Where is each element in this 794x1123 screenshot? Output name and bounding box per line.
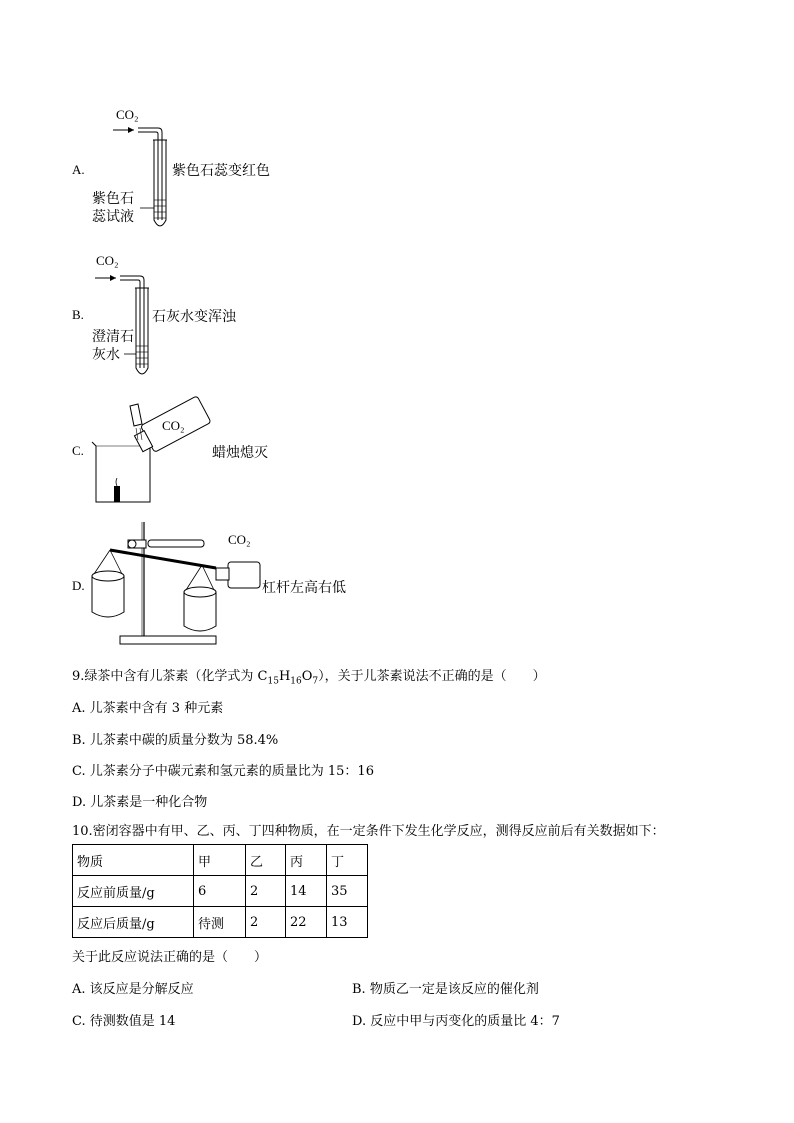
option-b-letter: B. xyxy=(72,307,84,322)
option-b-gas-label: CO₂ xyxy=(96,253,119,268)
table-header-cell: 丙 xyxy=(286,845,327,876)
q9-stem-prefix: 9.绿茶中含有儿茶素（化学式为 C xyxy=(72,669,268,684)
q9-sub-h: 16 xyxy=(290,676,302,687)
option-b-reagent-line1: 澄清石 xyxy=(92,329,134,345)
option-c-result: 蜡烛熄灭 xyxy=(212,445,268,461)
option-c-gas-label: CO₂ xyxy=(162,418,185,433)
table-header-cell: 物质 xyxy=(73,845,194,876)
option-a-gas-label: CO₂ xyxy=(116,107,139,122)
table-cell: 13 xyxy=(327,907,368,938)
table-cell: 35 xyxy=(327,876,368,907)
option-a-reagent-line2: 蕊试液 xyxy=(92,209,134,225)
table-cell: 14 xyxy=(286,876,327,907)
q9-sub-o: 7 xyxy=(312,676,319,687)
q9-option-d[interactable]: D. 儿茶素是一种化合物 xyxy=(72,795,208,810)
table-cell: 反应前质量/g xyxy=(73,876,194,907)
table-cell: 22 xyxy=(286,907,327,938)
q10-option-c[interactable]: C. 待测数值是 14 xyxy=(72,1014,176,1029)
q9-option-c[interactable]: C. 儿茶素分子中碳元素和氢元素的质量比为 15：16 xyxy=(72,764,374,779)
option-d-result: 杠杆左高右低 xyxy=(262,580,346,596)
table-cell: 2 xyxy=(246,907,286,938)
table-header-cell: 丁 xyxy=(327,845,368,876)
option-a-reagent-line1: 紫色石 xyxy=(92,191,134,207)
option-d-letter: D. xyxy=(72,578,85,593)
option-b-result: 石灰水变浑浊 xyxy=(152,309,236,325)
q10-option-a[interactable]: A. 该反应是分解反应 xyxy=(72,982,194,997)
q9-sub-c: 15 xyxy=(267,676,279,687)
table-cell: 6 xyxy=(194,876,246,907)
option-a-letter: A. xyxy=(72,162,85,177)
q9-h: H xyxy=(278,669,291,684)
table-header-row xyxy=(73,845,368,876)
q10-data-table xyxy=(72,844,368,938)
q10-option-b[interactable]: B. 物质乙一定是该反应的催化剂 xyxy=(352,982,539,997)
q9-o: O xyxy=(301,669,313,684)
option-c-letter: C. xyxy=(72,443,84,458)
q10-option-d[interactable]: D. 反应中甲与丙变化的质量比 4：7 xyxy=(352,1014,560,1029)
q9-option-a[interactable]: A. 儿茶素中含有 3 种元素 xyxy=(72,701,224,716)
option-b-reagent-line2: 灰水 xyxy=(92,347,120,363)
option-c-beaker-candle-diagram xyxy=(88,396,218,508)
table-row xyxy=(73,876,368,907)
table-header-cell: 乙 xyxy=(246,845,286,876)
q9-stem xyxy=(72,665,546,687)
q9-option-b[interactable]: B. 儿茶素中碳的质量分数为 58.4% xyxy=(72,733,279,748)
option-a-result: 紫色石蕊变红色 xyxy=(172,163,270,179)
table-cell: 待测 xyxy=(194,907,246,938)
q9-stem-suffix: ），关于儿茶素说法不正确的是（ ） xyxy=(318,669,546,684)
table-row xyxy=(73,907,368,938)
q10-stem: 10.密闭容器中有甲、乙、丙、丁四种物质，在一定条件下发生化学反应，测得反应前后有关数据如下： xyxy=(72,824,665,839)
table-cell: 反应后质量/g xyxy=(73,907,194,938)
q10-question: 关于此反应说法正确的是（ ） xyxy=(72,950,268,965)
table-header-cell: 甲 xyxy=(194,845,246,876)
option-d-gas-label: CO₂ xyxy=(228,532,251,547)
table-cell: 2 xyxy=(246,876,286,907)
